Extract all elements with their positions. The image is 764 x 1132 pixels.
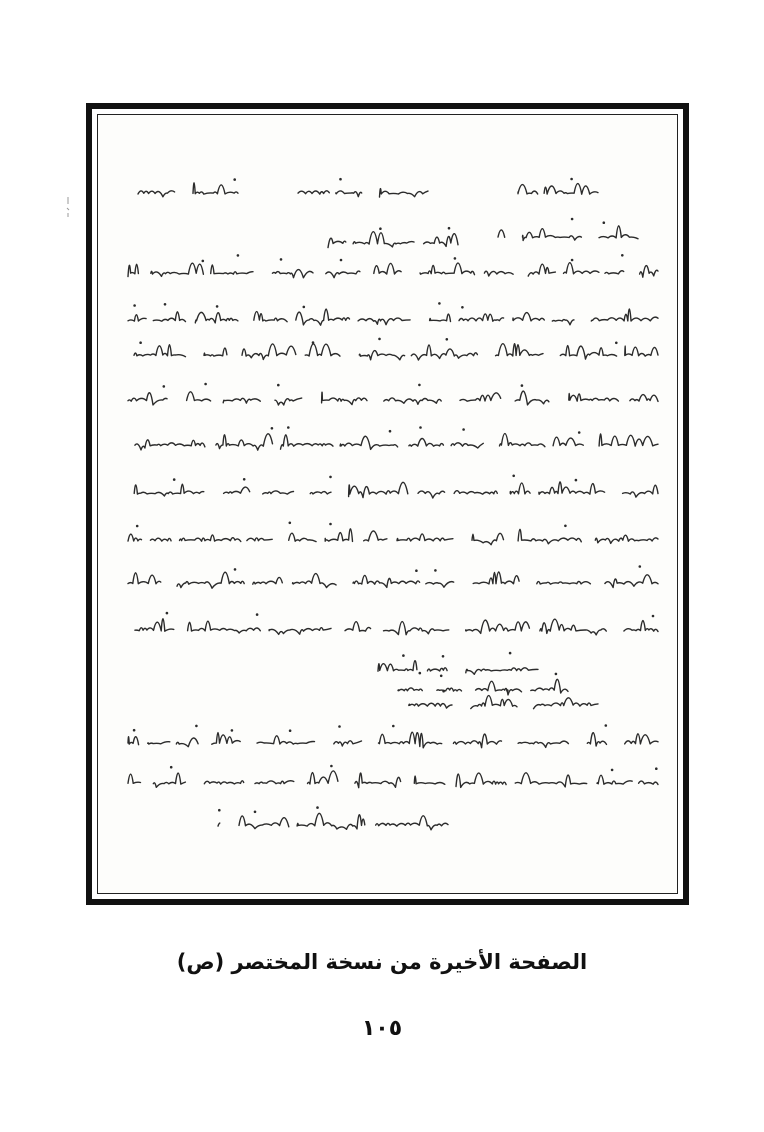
ink-stroke (223, 398, 260, 403)
ink-stroke (364, 531, 387, 541)
ink-stroke (523, 229, 582, 241)
ink-stroke (591, 309, 658, 321)
ink-stroke (437, 688, 462, 691)
ink-dot (254, 811, 257, 814)
ink-stroke (305, 344, 340, 356)
ink-dot (611, 769, 614, 772)
ink-stroke (630, 395, 658, 402)
ink-stroke (380, 189, 429, 197)
ink-stroke (128, 737, 139, 745)
ink-stroke (624, 621, 658, 632)
ink-dot (233, 178, 236, 181)
ink-stroke (148, 742, 170, 744)
ink-stroke (515, 391, 549, 405)
ink-stroke (537, 581, 591, 584)
ink-stroke (204, 348, 227, 356)
ink-stroke (153, 773, 185, 787)
ink-dot (402, 654, 405, 657)
ink-dot (280, 258, 283, 261)
ink-stroke (128, 264, 138, 276)
ink-stroke (135, 619, 174, 632)
ink-stroke (539, 482, 605, 494)
ink-dot (289, 522, 292, 525)
ink-stroke (384, 622, 449, 635)
ink-stroke (195, 312, 238, 323)
ink-dot (521, 384, 524, 387)
ink-stroke (308, 771, 338, 784)
ink-stroke (599, 434, 658, 446)
ink-dot (462, 428, 465, 431)
ink-stroke (518, 529, 581, 543)
ink-stroke (334, 741, 362, 746)
ink-stroke (281, 435, 334, 449)
ink-stroke (605, 575, 658, 588)
ink-dot (571, 218, 574, 221)
ink-dot (652, 615, 655, 618)
ink-dot (440, 675, 443, 678)
ink-dot (139, 341, 142, 344)
ink-stroke (378, 661, 417, 672)
ink-stroke (513, 313, 544, 321)
ink-dot (389, 430, 392, 433)
ink-stroke (254, 312, 287, 322)
ink-stroke (625, 734, 658, 744)
ink-dot (303, 306, 306, 309)
ink-stroke (355, 773, 401, 788)
ink-stroke (340, 436, 398, 449)
ink-stroke (289, 533, 316, 541)
ink-stroke (451, 443, 483, 448)
ink-dot (603, 221, 606, 224)
manuscript-inner-border (97, 114, 678, 894)
ink-stroke (135, 440, 205, 450)
ink-dot (392, 725, 395, 728)
ink-stroke (473, 572, 519, 584)
ink-stroke (193, 183, 238, 194)
ink-dot (555, 673, 558, 676)
ink-stroke (224, 487, 250, 493)
ink-stroke (398, 688, 422, 691)
ink-stroke (460, 393, 501, 401)
ink-dot (379, 227, 382, 230)
ink-dot (419, 672, 422, 675)
ink-stroke (510, 483, 530, 494)
ink-stroke (211, 265, 253, 274)
ink-dot (289, 729, 292, 732)
ink-stroke (328, 238, 346, 247)
ink-stroke (138, 191, 175, 197)
ink-stroke (414, 776, 445, 784)
ink-stroke (544, 184, 598, 195)
ink-stroke (552, 320, 574, 325)
ink-stroke (640, 266, 658, 278)
ink-stroke (296, 309, 350, 325)
ink-stroke (427, 668, 447, 671)
ink-dot (575, 479, 578, 482)
ink-dot (243, 478, 246, 481)
ink-stroke (471, 696, 517, 709)
ink-stroke (128, 534, 142, 541)
ink-dot (312, 341, 315, 344)
ink-stroke (216, 434, 273, 450)
ink-stroke (345, 622, 371, 631)
ink-stroke (456, 773, 506, 787)
ink-dot (338, 725, 341, 728)
margin-speck (64, 196, 72, 218)
ink-dot (438, 302, 441, 305)
manuscript-frame (86, 103, 689, 905)
ink-dot (166, 612, 169, 615)
ink-stroke (472, 533, 504, 544)
ink-stroke (353, 232, 414, 247)
ink-dot (446, 338, 449, 341)
ink-dot (639, 565, 642, 568)
ink-stroke (359, 351, 404, 360)
ink-dot (509, 652, 512, 655)
ink-stroke (564, 263, 599, 274)
ink-dot (655, 767, 658, 770)
ink-stroke (411, 345, 477, 360)
ink-dot (442, 655, 445, 658)
ink-stroke (293, 574, 337, 588)
ink-dot (512, 475, 515, 478)
ink-dot (454, 257, 457, 260)
ink-stroke (625, 346, 658, 356)
ink-stroke (553, 437, 583, 446)
ink-stroke (518, 741, 568, 747)
ink-stroke (242, 344, 296, 360)
ink-dot (418, 384, 421, 387)
ink-stroke (454, 491, 497, 494)
ink-dot (170, 766, 173, 769)
ink-stroke (349, 482, 408, 497)
ink-dot (578, 431, 581, 434)
ink-stroke (605, 271, 624, 274)
ink-stroke (150, 538, 171, 541)
ink-stroke (569, 393, 619, 401)
ink-stroke (476, 681, 522, 695)
ink-stroke (397, 534, 453, 541)
ink-stroke (531, 679, 568, 693)
ink-stroke (275, 398, 302, 405)
ink-dot (231, 729, 234, 732)
ink-dot (434, 569, 437, 572)
ink-stroke (326, 271, 360, 278)
ink-stroke (540, 619, 606, 635)
ink-stroke (153, 312, 185, 322)
ink-stroke (528, 264, 555, 276)
ink-stroke (595, 535, 658, 543)
ink-stroke (263, 491, 294, 494)
ink-stroke (218, 823, 220, 826)
ink-stroke (597, 775, 632, 784)
ink-dot (570, 178, 573, 181)
ink-dot (564, 525, 567, 528)
ink-stroke (376, 816, 448, 830)
ink-dot (329, 523, 332, 526)
ink-stroke (426, 582, 454, 588)
ink-stroke (409, 438, 444, 446)
ink-stroke (515, 773, 587, 787)
ink-stroke (466, 620, 530, 633)
ink-dot (316, 806, 319, 809)
ink-stroke (257, 736, 315, 744)
ink-stroke (466, 668, 538, 674)
ink-stroke (534, 698, 599, 709)
ink-stroke (500, 434, 545, 447)
ink-dot (195, 725, 198, 728)
ink-stroke (151, 263, 204, 276)
ink-stroke (379, 732, 442, 748)
ink-stroke (128, 774, 141, 783)
ink-stroke (187, 392, 211, 401)
ink-stroke (587, 733, 606, 746)
ink-dot (506, 689, 509, 692)
handwriting-strokes (98, 115, 678, 895)
ink-stroke (253, 577, 282, 584)
ink-dot (605, 724, 608, 727)
ink-stroke (255, 781, 294, 784)
ink-dot (419, 426, 422, 429)
ink-dot (621, 254, 624, 257)
ink-stroke (176, 738, 198, 747)
ink-stroke (420, 263, 475, 275)
ink-dot (442, 690, 445, 693)
ink-stroke (269, 628, 331, 635)
ink-stroke (134, 345, 186, 357)
ink-stroke (430, 314, 451, 321)
ink-stroke (353, 575, 420, 587)
ink-stroke (297, 813, 365, 829)
ink-dot (329, 476, 332, 479)
ink-stroke (247, 538, 272, 541)
ink-stroke (128, 393, 167, 405)
ink-dot (216, 305, 219, 308)
ink-stroke (459, 314, 504, 321)
ink-dot (448, 227, 451, 230)
ink-dot (271, 427, 274, 430)
ink-dot (378, 338, 381, 341)
ink-stroke (518, 185, 538, 194)
figure-caption: الصفحة الأخيرة من نسخة المختصر (ص) (176, 950, 588, 974)
ink-dot (287, 426, 290, 429)
ink-stroke (623, 485, 658, 497)
ink-stroke (298, 191, 329, 194)
ink-stroke (374, 263, 401, 274)
ink-dot (615, 342, 618, 345)
manuscript-image (98, 115, 677, 893)
ink-dot (461, 306, 464, 309)
ink-stroke (239, 816, 289, 829)
ink-dot (218, 809, 221, 812)
ink-dot (330, 765, 333, 768)
ink-stroke (498, 230, 505, 237)
ink-stroke (204, 781, 243, 784)
ink-stroke (134, 484, 204, 496)
ink-dot (133, 304, 136, 307)
ink-stroke (128, 573, 161, 584)
ink-stroke (188, 621, 261, 633)
ink-stroke (560, 346, 616, 360)
ink-stroke (496, 344, 543, 356)
ink-dot (340, 259, 343, 262)
ink-stroke (128, 315, 146, 321)
ink-dot (136, 525, 139, 528)
ink-dot (277, 384, 280, 387)
ink-dot (339, 178, 342, 181)
ink-dot (204, 383, 207, 386)
ink-stroke (358, 318, 410, 325)
ink-stroke (212, 733, 241, 745)
page-number: ١٠٥ (361, 1016, 403, 1041)
ink-stroke (336, 191, 362, 197)
ink-stroke (310, 492, 331, 494)
ink-stroke (424, 234, 458, 247)
ink-stroke (639, 781, 658, 784)
ink-stroke (322, 392, 367, 404)
ink-dot (234, 568, 237, 571)
ink-dot (164, 303, 167, 306)
ink-dot (571, 259, 574, 262)
ink-stroke (453, 734, 501, 748)
ink-dot (173, 478, 176, 481)
ink-dot (202, 260, 205, 263)
ink-dot (237, 254, 240, 257)
ink-stroke (409, 703, 452, 708)
ink-stroke (180, 535, 241, 542)
ink-stroke (484, 271, 513, 276)
ink-dot (256, 613, 259, 616)
ink-stroke (325, 529, 352, 542)
ink-stroke (418, 491, 445, 498)
ink-stroke (177, 572, 244, 588)
ink-dot (163, 385, 166, 388)
ink-dot (415, 569, 418, 572)
ink-stroke (599, 226, 638, 239)
ink-stroke (272, 270, 313, 278)
ink-dot (133, 729, 136, 732)
ink-stroke (384, 398, 441, 404)
